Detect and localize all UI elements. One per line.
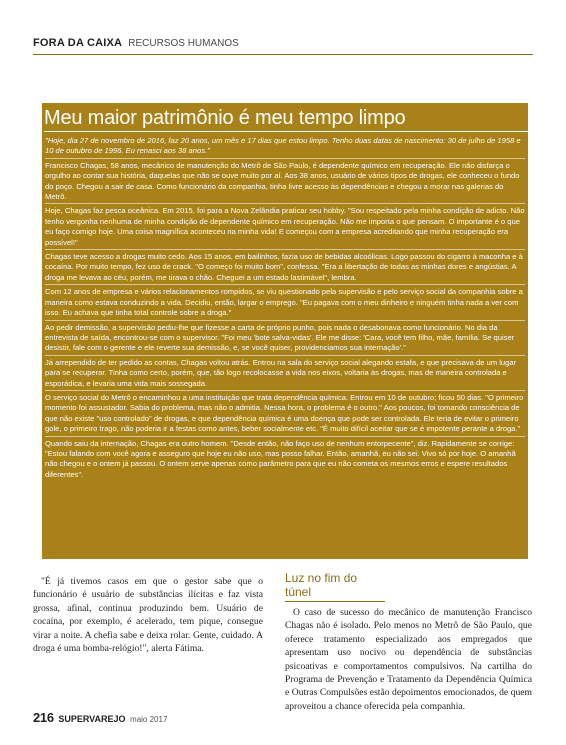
left-column [33,575,263,655]
subheading: Luz no fim do túnel [285,571,385,602]
box-paragraph-intro-quote: "Hoje, dia 27 de novembro de 2016, faz 20 anos, um mês e 17 dias que estou limpo. Tenho duas datas de nascimento: 30 de julho de 1958 e 10 de outubro de 1996. Eu renasci aos 38 anos." [45,136,525,159]
right-column [285,571,532,713]
box-paragraph: Chagas teve acesso a drogas muito cedo. Aos 15 anos, em bailinhos, fazia uso de bebidas alcoólicas. Logo passou do cigarro à maconha e à cocaína. Por muito tempo, fez uso de crack. "O começo foi muito bom", confessa. "Era a libertação de todas as minhas dores e angústias. A droga me levava ao céu, porém, me tirava o chão. Cheguei a um estado lastimável", lembra. [45,252,525,285]
box-paragraph: Quando saiu da internação, Chagas era outro homem. "Desde então, não faço uso de nenhum entorpecente", diz. Rapidamente se corrige: "Estou falando com você agora e asseguro que hoje eu não uso, mas posso falhar. Então, amanhã, eu não sei. Vivo só por hoje. O amanhã não chegou e o ontem já passou. O ontem serve apenas como parâmetro para que eu não cometa os mesmos erros e espere resultados diferentes". [45,438,516,479]
page-footer [33,711,167,727]
box-paragraph: O serviço social do Metrô o encaminhou a uma instituição que trata dependência química. Entrou em 10 de outubro; ficou 50 dias. "O primeiro momento foi assustador. Sabia do problema, mas não o admitia. Nessa hora, o problema é o outro." Aos poucos, foi tomando consciência de que não existe "uso controlado" de drogas, e que dependência química é uma doença que pode ser controlada. Ele teria de evitar o primeiro gole, o primeiro trago, não poderia ir a festas como antes, beber socialmente etc. "É muito difícil aceitar que se é impotente perante a droga." [45,393,525,437]
box-paragraph: Francisco Chagas, 58 anos, mecânico de manutenção do Metrô de São Paulo, é dependente químico em recuperação. Ele não disfarça o orgulho ao contar sua história, daquelas que não se ouve muito por aí. Aos 38 anos, usuário de vários tipos de drogas, ele conheceu o fundo do poço. Chegou a sair de casa. Como funcionário da companhia, tinha livre acesso às dependências e chegou a morar nas galerias do Metrô. [45,161,525,205]
box-body [45,136,525,483]
right-column-text: O caso de sucesso do mecânico de manutenção Francisco Chagas não é isolado. Pelo menos no Metrô de São Paulo, que oferece tratamento especializado aos empregados que apresentam uso nocivo ou dependência de substâncias psicoativas e comportamentos compulsivos. Na cartilha do Programa de Prevenção e Tratamento da Dependência Química e Outras Compulsões estão depoimentos emocionados, de quem aproveitou a chance oferecida pela companhia. [285,607,532,712]
right-column-body [285,606,532,713]
section-header [33,36,533,55]
page-number: 216 [33,710,54,725]
box-paragraph: Com 12 anos de empresa e vários relacionamentos rompidos, se viu questionado pela supervisão e pelo serviço social da companhia sobre a maneira como estava conduzindo a vida. Decidiu, então, largar o emprego. "Eu pagava com o meu dinheiro e ninguém tinha nada a ver com isso. Eu achava que tinha total controle sobre a droga." [45,287,525,320]
issue-date: maio 2017 [130,715,168,724]
left-column-text: "É já tivemos casos em que o gestor sabe que o funcionário é usuário de substâncias ilícitas e faz vista grossa, afinal, continua produzindo bem. Usuário de cocaína, por exemplo, é acelerado, tem pique, consegue virar a noite. A chefia sabe e deixa rolar. Gente, cuidado. A droga é uma bomba-relógio!", alerta Fátima. [33,576,263,655]
box-paragraph: Já arrependido de ter pedido as contas, Chagas voltou atrás. Entrou na sala do serviço social alegando estafa, e que precisava de um lugar para se recuperar. Tinha como certo, porém, que, tão logo recolocasse a vida nos eixos, voltaria às drogas, mas de maneira controlada e esporádica, e levaria uma vida mais sossegada. [45,358,525,391]
title-divider [44,131,528,132]
box-paragraph: Ao pedir demissão, a supervisão pediu-lhe que fizesse a carta de próprio punho, pois nada o desabonava como funcionário. No dia da entrevista de saída, encontrou-se com o supervisor. "Foi meu 'bote salva-vidas'. Ele me disse: 'Cara, você tem filho, mãe, família. Se quiser desistir, fale com o gerente e ele reverte sua demissão, e, se você quiser, providenciamos sua internação'." [45,323,525,356]
section-name: FORA DA CAIXA [33,37,123,49]
subsection-name: RECURSOS HUMANOS [128,38,239,49]
magazine-name: SUPERVAREJO [58,714,126,724]
box-title: Meu maior patrimônio é meu tempo limpo [44,107,406,129]
feature-box [42,103,528,559]
box-paragraph: Hoje, Chagas faz pesca oceânica. Em 2015, foi para a Nova Zelândia praticar seu hobby. "Sou respeitado pela minha condição de adicto. Não tenho vergonha nenhuma de minha condição de dependente químico em recuperação. Não me importa o que pensam. O importante é o que eu faço comigo hoje. Uma coisa magnífica aconteceu na minha vida! E começou com a empresa acreditando que minha recuperação era possível!" [45,206,525,250]
